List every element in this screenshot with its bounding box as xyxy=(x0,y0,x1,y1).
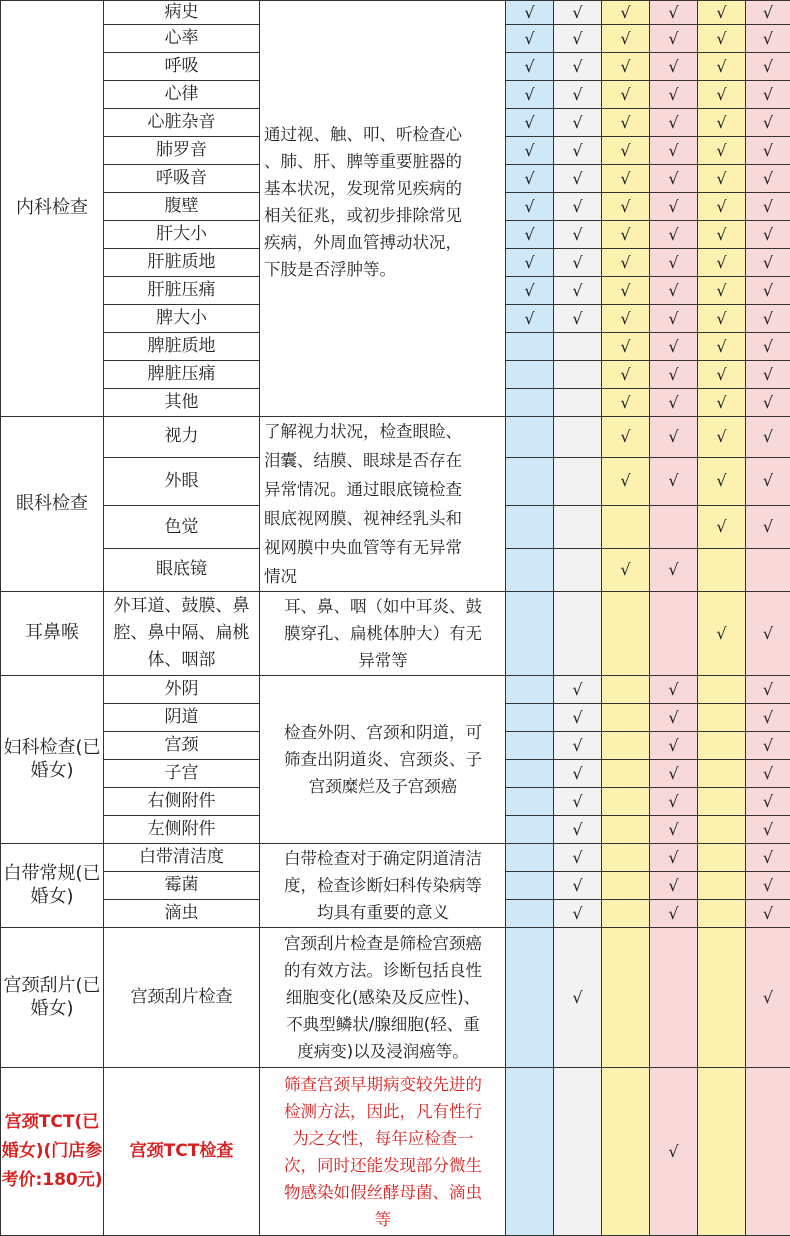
section-category xyxy=(1,676,104,844)
empty-mark-cell xyxy=(602,788,650,816)
check-mark-cell: √ xyxy=(602,305,650,333)
empty-mark-cell xyxy=(650,592,698,676)
empty-mark-cell xyxy=(602,732,650,760)
exam-item-name: 肺罗音 xyxy=(104,137,260,165)
section-category-line: 内科 xyxy=(16,197,52,218)
check-mark-cell: √ xyxy=(746,900,790,928)
empty-mark-cell xyxy=(602,506,650,549)
section-description-line: 膜穿孔、扁桃体肿大）有无 xyxy=(264,620,502,647)
check-mark-cell: √ xyxy=(746,53,790,81)
table-row xyxy=(1,1,790,25)
section-description-line: 异常情况。通过眼底镜检查 xyxy=(264,475,502,504)
check-mark-cell: √ xyxy=(602,165,650,193)
section-description-line: 检测方法，因此，凡有性行 xyxy=(264,1098,502,1125)
section-category-line: (门店参考 xyxy=(1,1141,102,1190)
empty-mark-cell xyxy=(506,872,554,900)
section-description-line: 的有效方法。诊断包括良性 xyxy=(264,957,502,984)
exam-item-name: 右侧附件 xyxy=(104,788,260,816)
section-category-line: (已婚女) xyxy=(30,737,100,781)
check-mark-cell: √ xyxy=(650,193,698,221)
empty-mark-cell xyxy=(650,506,698,549)
table-row xyxy=(1,417,790,458)
check-mark-cell: √ xyxy=(554,221,602,249)
check-mark-cell: √ xyxy=(554,81,602,109)
exam-item-name: 肝大小 xyxy=(104,221,260,249)
empty-mark-cell xyxy=(506,592,554,676)
empty-mark-cell xyxy=(602,816,650,844)
check-mark-cell: √ xyxy=(506,1,554,25)
empty-mark-cell xyxy=(602,900,650,928)
check-mark-cell: √ xyxy=(698,457,746,506)
check-mark-cell: √ xyxy=(602,549,650,592)
table-row xyxy=(1,928,790,1068)
exam-item-name: 脾脏质地 xyxy=(104,333,260,361)
section-category-line: (已婚女) xyxy=(2,1112,100,1161)
check-mark-cell: √ xyxy=(506,137,554,165)
check-mark-cell: √ xyxy=(506,277,554,305)
empty-mark-cell xyxy=(698,760,746,788)
check-mark-cell: √ xyxy=(650,900,698,928)
check-mark-cell: √ xyxy=(746,109,790,137)
check-mark-cell: √ xyxy=(746,816,790,844)
empty-mark-cell xyxy=(506,506,554,549)
check-mark-cell: √ xyxy=(554,788,602,816)
section-description-line: 通过视、触、叩、听检查心 xyxy=(264,121,502,148)
empty-mark-cell xyxy=(506,900,554,928)
check-mark-cell: √ xyxy=(746,249,790,277)
check-mark-cell: √ xyxy=(746,193,790,221)
empty-mark-cell xyxy=(698,872,746,900)
exam-item-name: 肝脏质地 xyxy=(104,249,260,277)
check-mark-cell: √ xyxy=(554,53,602,81)
check-mark-cell: √ xyxy=(746,1,790,25)
section-description-line: 次，同时还能发现部分微生 xyxy=(264,1152,502,1179)
section-description-line: 宫颈刮片检查是筛检宫颈癌 xyxy=(264,930,502,957)
exam-item-name: 脾脏压痛 xyxy=(104,361,260,389)
check-mark-cell: √ xyxy=(602,457,650,506)
check-mark-cell: √ xyxy=(554,844,602,872)
check-mark-cell: √ xyxy=(602,81,650,109)
check-mark-cell: √ xyxy=(506,221,554,249)
check-mark-cell: √ xyxy=(650,53,698,81)
empty-mark-cell xyxy=(602,872,650,900)
check-mark-cell: √ xyxy=(746,25,790,53)
check-mark-cell: √ xyxy=(506,53,554,81)
section-description-line: 下肢是否浮肿等。 xyxy=(264,256,502,283)
empty-mark-cell xyxy=(554,333,602,361)
section-category-line: 妇科检查 xyxy=(3,737,75,758)
empty-mark-cell xyxy=(506,361,554,389)
empty-mark-cell xyxy=(554,417,602,458)
check-mark-cell: √ xyxy=(602,25,650,53)
section-description xyxy=(260,928,506,1068)
section-description xyxy=(260,1,506,417)
empty-mark-cell xyxy=(506,816,554,844)
check-mark-cell: √ xyxy=(746,361,790,389)
exam-item-name: 眼底镜 xyxy=(104,549,260,592)
check-mark-cell: √ xyxy=(554,928,602,1068)
section-category xyxy=(1,1,104,417)
check-mark-cell: √ xyxy=(554,816,602,844)
section-description-line: 相关征兆，或初步排除常见 xyxy=(264,202,502,229)
check-mark-cell: √ xyxy=(650,109,698,137)
empty-mark-cell xyxy=(602,592,650,676)
empty-mark-cell xyxy=(602,844,650,872)
check-mark-cell: √ xyxy=(698,165,746,193)
check-mark-cell: √ xyxy=(746,81,790,109)
section-category-line: 白带常规 xyxy=(3,863,75,884)
check-mark-cell: √ xyxy=(554,732,602,760)
empty-mark-cell xyxy=(698,788,746,816)
check-mark-cell: √ xyxy=(698,417,746,458)
check-mark-cell: √ xyxy=(746,165,790,193)
table-row xyxy=(1,676,790,704)
check-mark-cell: √ xyxy=(650,1,698,25)
empty-mark-cell xyxy=(698,900,746,928)
check-mark-cell: √ xyxy=(650,788,698,816)
empty-mark-cell xyxy=(506,389,554,417)
check-mark-cell: √ xyxy=(650,704,698,732)
empty-mark-cell xyxy=(698,844,746,872)
exam-item-name: 其他 xyxy=(104,389,260,417)
empty-mark-cell xyxy=(506,788,554,816)
check-mark-cell: √ xyxy=(650,333,698,361)
section-description-line: 泪囊、结膜、眼球是否存在 xyxy=(264,446,502,475)
check-mark-cell: √ xyxy=(746,137,790,165)
section-description-line: 检查外阴、宫颈和阴道，可 xyxy=(264,719,502,746)
check-mark-cell: √ xyxy=(554,704,602,732)
check-mark-cell: √ xyxy=(698,53,746,81)
section-description-line: 物感染如假丝酵母菌、滴虫 xyxy=(264,1179,502,1206)
empty-mark-cell xyxy=(554,457,602,506)
check-mark-cell: √ xyxy=(698,137,746,165)
check-mark-cell: √ xyxy=(554,305,602,333)
empty-mark-cell xyxy=(554,361,602,389)
check-mark-cell: √ xyxy=(650,81,698,109)
empty-mark-cell xyxy=(698,549,746,592)
section-category-line: (已婚女) xyxy=(30,863,100,907)
check-mark-cell: √ xyxy=(650,249,698,277)
empty-mark-cell xyxy=(554,549,602,592)
check-mark-cell: √ xyxy=(650,457,698,506)
exam-item-name: 宫颈 xyxy=(104,732,260,760)
section-description-line: 基本状况，发现常见疾病的 xyxy=(264,175,502,202)
check-mark-cell: √ xyxy=(698,221,746,249)
exam-item-name: 病史 xyxy=(104,1,260,25)
check-mark-cell: √ xyxy=(650,816,698,844)
check-mark-cell: √ xyxy=(554,137,602,165)
empty-mark-cell xyxy=(602,928,650,1068)
check-mark-cell: √ xyxy=(554,249,602,277)
section-category-line: 宫颈TCT xyxy=(5,1112,75,1132)
check-mark-cell: √ xyxy=(650,137,698,165)
section-description-line: 不典型鳞状/腺细胞(轻、重 xyxy=(264,1011,502,1038)
check-mark-cell: √ xyxy=(746,928,790,1068)
section-description-line: 、肺、肝、脾等重要脏器的 xyxy=(264,148,502,175)
check-mark-cell: √ xyxy=(506,25,554,53)
section-category-line: 检查 xyxy=(52,493,88,514)
check-mark-cell: √ xyxy=(698,361,746,389)
empty-mark-cell xyxy=(602,704,650,732)
section-category xyxy=(1,417,104,592)
section-category xyxy=(1,1068,104,1236)
check-mark-cell: √ xyxy=(602,333,650,361)
exam-item-name: 外阴 xyxy=(104,676,260,704)
exam-item-name: 子宫 xyxy=(104,760,260,788)
section-description-line: 视网膜中央血管等有无异常 xyxy=(264,533,502,562)
check-mark-cell: √ xyxy=(698,109,746,137)
check-mark-cell: √ xyxy=(698,305,746,333)
check-mark-cell: √ xyxy=(650,305,698,333)
section-description-line: 宫颈糜烂及子宫颈癌 xyxy=(264,773,502,800)
check-mark-cell: √ xyxy=(506,305,554,333)
check-mark-cell: √ xyxy=(506,249,554,277)
empty-mark-cell xyxy=(698,928,746,1068)
check-mark-cell: √ xyxy=(746,788,790,816)
check-mark-cell: √ xyxy=(746,221,790,249)
section-category-line: 价:180元) xyxy=(18,1170,102,1190)
exam-item-name: 宫颈刮片检查 xyxy=(104,928,260,1068)
check-mark-cell: √ xyxy=(506,165,554,193)
table-row xyxy=(1,1068,790,1236)
empty-mark-cell xyxy=(506,732,554,760)
check-mark-cell: √ xyxy=(602,193,650,221)
exam-item-name-line: 外耳道、鼓膜、 xyxy=(114,596,233,616)
empty-mark-cell xyxy=(698,732,746,760)
check-mark-cell: √ xyxy=(650,844,698,872)
empty-mark-cell xyxy=(506,333,554,361)
section-description-line: 疾病，外周血管搏动状况， xyxy=(264,229,502,256)
check-mark-cell: √ xyxy=(650,25,698,53)
check-mark-cell: √ xyxy=(746,417,790,458)
empty-mark-cell xyxy=(698,1068,746,1236)
check-mark-cell: √ xyxy=(506,81,554,109)
section-description-line: 均具有重要的意义 xyxy=(264,899,502,926)
section-description-line: 异常等 xyxy=(264,647,502,674)
section-description-line: 筛查出阴道炎、宫颈炎、子 xyxy=(264,746,502,773)
check-mark-cell: √ xyxy=(506,109,554,137)
check-mark-cell: √ xyxy=(602,249,650,277)
check-mark-cell: √ xyxy=(602,389,650,417)
section-description-line: 了解视力状况，检查眼睑、 xyxy=(264,417,502,446)
check-mark-cell: √ xyxy=(554,1,602,25)
empty-mark-cell xyxy=(746,1068,790,1236)
check-mark-cell: √ xyxy=(554,760,602,788)
check-mark-cell: √ xyxy=(650,732,698,760)
check-mark-cell: √ xyxy=(698,1,746,25)
section-category xyxy=(1,928,104,1068)
exam-item-name: 左侧附件 xyxy=(104,816,260,844)
section-description-line: 筛查宫颈早期病变较先进的 xyxy=(264,1071,502,1098)
check-mark-cell: √ xyxy=(746,704,790,732)
section-description-line: 情况 xyxy=(264,562,502,591)
empty-mark-cell xyxy=(554,1068,602,1236)
exam-item-name: 阴道 xyxy=(104,704,260,732)
check-mark-cell: √ xyxy=(554,109,602,137)
empty-mark-cell xyxy=(554,592,602,676)
check-mark-cell: √ xyxy=(746,305,790,333)
check-mark-cell: √ xyxy=(554,193,602,221)
empty-mark-cell xyxy=(506,676,554,704)
empty-mark-cell xyxy=(506,760,554,788)
section-category xyxy=(1,844,104,928)
check-mark-cell: √ xyxy=(650,389,698,417)
section-description-line: 等 xyxy=(264,1206,502,1233)
exam-item-name: 脾大小 xyxy=(104,305,260,333)
section-description xyxy=(260,592,506,676)
check-mark-cell: √ xyxy=(602,53,650,81)
check-mark-cell: √ xyxy=(602,417,650,458)
check-mark-cell: √ xyxy=(746,676,790,704)
check-mark-cell: √ xyxy=(746,277,790,305)
check-mark-cell: √ xyxy=(554,277,602,305)
check-mark-cell: √ xyxy=(650,361,698,389)
table-row xyxy=(1,844,790,872)
exam-item-name: 视力 xyxy=(104,417,260,458)
section-description xyxy=(260,1068,506,1236)
check-mark-cell: √ xyxy=(602,1,650,25)
empty-mark-cell xyxy=(554,389,602,417)
section-category-line: 眼科 xyxy=(16,493,52,514)
exam-item-name: 呼吸 xyxy=(104,53,260,81)
section-description-line: 细胞变化(感染及反应性)、 xyxy=(264,984,502,1011)
empty-mark-cell xyxy=(698,816,746,844)
check-mark-cell: √ xyxy=(746,506,790,549)
section-description-line: 耳、鼻、咽（如中耳炎、鼓 xyxy=(264,593,502,620)
empty-mark-cell xyxy=(698,676,746,704)
empty-mark-cell xyxy=(602,1068,650,1236)
empty-mark-cell xyxy=(506,928,554,1068)
exam-item-name: 心脏杂音 xyxy=(104,109,260,137)
check-mark-cell: √ xyxy=(698,249,746,277)
check-mark-cell: √ xyxy=(698,25,746,53)
section-description-line: 为之女性，每年应检查一 xyxy=(264,1125,502,1152)
empty-mark-cell xyxy=(506,549,554,592)
check-mark-cell: √ xyxy=(698,193,746,221)
empty-mark-cell xyxy=(554,506,602,549)
check-mark-cell: √ xyxy=(746,732,790,760)
check-mark-cell: √ xyxy=(554,676,602,704)
section-description-line: 度，检查诊断妇科传染病等 xyxy=(264,872,502,899)
empty-mark-cell xyxy=(506,704,554,732)
check-mark-cell: √ xyxy=(506,193,554,221)
empty-mark-cell xyxy=(698,704,746,732)
check-mark-cell: √ xyxy=(650,549,698,592)
check-mark-cell: √ xyxy=(554,165,602,193)
exam-item-name: 白带清洁度 xyxy=(104,844,260,872)
check-mark-cell: √ xyxy=(698,81,746,109)
section-description-line: 眼底视网膜、视神经乳头和 xyxy=(264,504,502,533)
table-row xyxy=(1,592,790,676)
check-mark-cell: √ xyxy=(698,506,746,549)
check-mark-cell: √ xyxy=(602,137,650,165)
section-description xyxy=(260,844,506,928)
check-mark-cell: √ xyxy=(554,900,602,928)
empty-mark-cell xyxy=(746,549,790,592)
check-mark-cell: √ xyxy=(698,333,746,361)
check-mark-cell: √ xyxy=(698,277,746,305)
exam-item-name-line: 鼻腔、鼻中隔、 xyxy=(114,596,250,643)
empty-mark-cell xyxy=(506,417,554,458)
empty-mark-cell xyxy=(602,676,650,704)
check-mark-cell: √ xyxy=(650,221,698,249)
exam-item-name: 宫颈TCT检查 xyxy=(104,1068,260,1236)
check-mark-cell: √ xyxy=(746,844,790,872)
empty-mark-cell xyxy=(650,928,698,1068)
exam-item-name: 肝脏压痛 xyxy=(104,277,260,305)
check-mark-cell: √ xyxy=(554,25,602,53)
exam-item-name-line: 扁桃体、咽部 xyxy=(148,623,250,670)
section-description xyxy=(260,676,506,844)
check-mark-cell: √ xyxy=(650,417,698,458)
empty-mark-cell xyxy=(506,844,554,872)
empty-mark-cell xyxy=(506,1068,554,1236)
check-mark-cell: √ xyxy=(650,165,698,193)
check-mark-cell: √ xyxy=(602,361,650,389)
check-mark-cell: √ xyxy=(650,872,698,900)
check-mark-cell: √ xyxy=(554,872,602,900)
exam-item-name xyxy=(104,592,260,676)
exam-item-name: 外眼 xyxy=(104,457,260,506)
check-mark-cell: √ xyxy=(698,592,746,676)
empty-mark-cell xyxy=(506,457,554,506)
exam-item-name: 色觉 xyxy=(104,506,260,549)
exam-item-name: 霉菌 xyxy=(104,872,260,900)
section-category-line: (已婚女) xyxy=(30,975,100,1019)
section-description-line: 度病变)以及浸润癌等。 xyxy=(264,1038,502,1065)
check-mark-cell: √ xyxy=(746,760,790,788)
check-mark-cell: √ xyxy=(746,592,790,676)
exam-item-name: 腹壁 xyxy=(104,193,260,221)
empty-mark-cell xyxy=(602,760,650,788)
check-mark-cell: √ xyxy=(746,333,790,361)
exam-item-name: 心律 xyxy=(104,81,260,109)
check-mark-cell: √ xyxy=(746,872,790,900)
section-description-line: 白带检查对于确定阴道清洁 xyxy=(264,845,502,872)
check-mark-cell: √ xyxy=(650,760,698,788)
check-mark-cell: √ xyxy=(602,277,650,305)
check-mark-cell: √ xyxy=(602,221,650,249)
check-mark-cell: √ xyxy=(650,676,698,704)
table-body xyxy=(1,1,790,1236)
section-category-line: 检查 xyxy=(52,197,88,218)
check-mark-cell: √ xyxy=(746,389,790,417)
check-mark-cell: √ xyxy=(698,389,746,417)
check-mark-cell: √ xyxy=(602,109,650,137)
check-mark-cell: √ xyxy=(746,457,790,506)
check-mark-cell: √ xyxy=(650,277,698,305)
exam-item-name: 呼吸音 xyxy=(104,165,260,193)
section-category: 耳鼻喉 xyxy=(1,592,104,676)
section-description xyxy=(260,417,506,592)
exam-item-name: 滴虫 xyxy=(104,900,260,928)
exam-item-name: 心率 xyxy=(104,25,260,53)
section-category-line: 宫颈刮片 xyxy=(3,975,75,996)
check-mark-cell: √ xyxy=(650,1068,698,1236)
